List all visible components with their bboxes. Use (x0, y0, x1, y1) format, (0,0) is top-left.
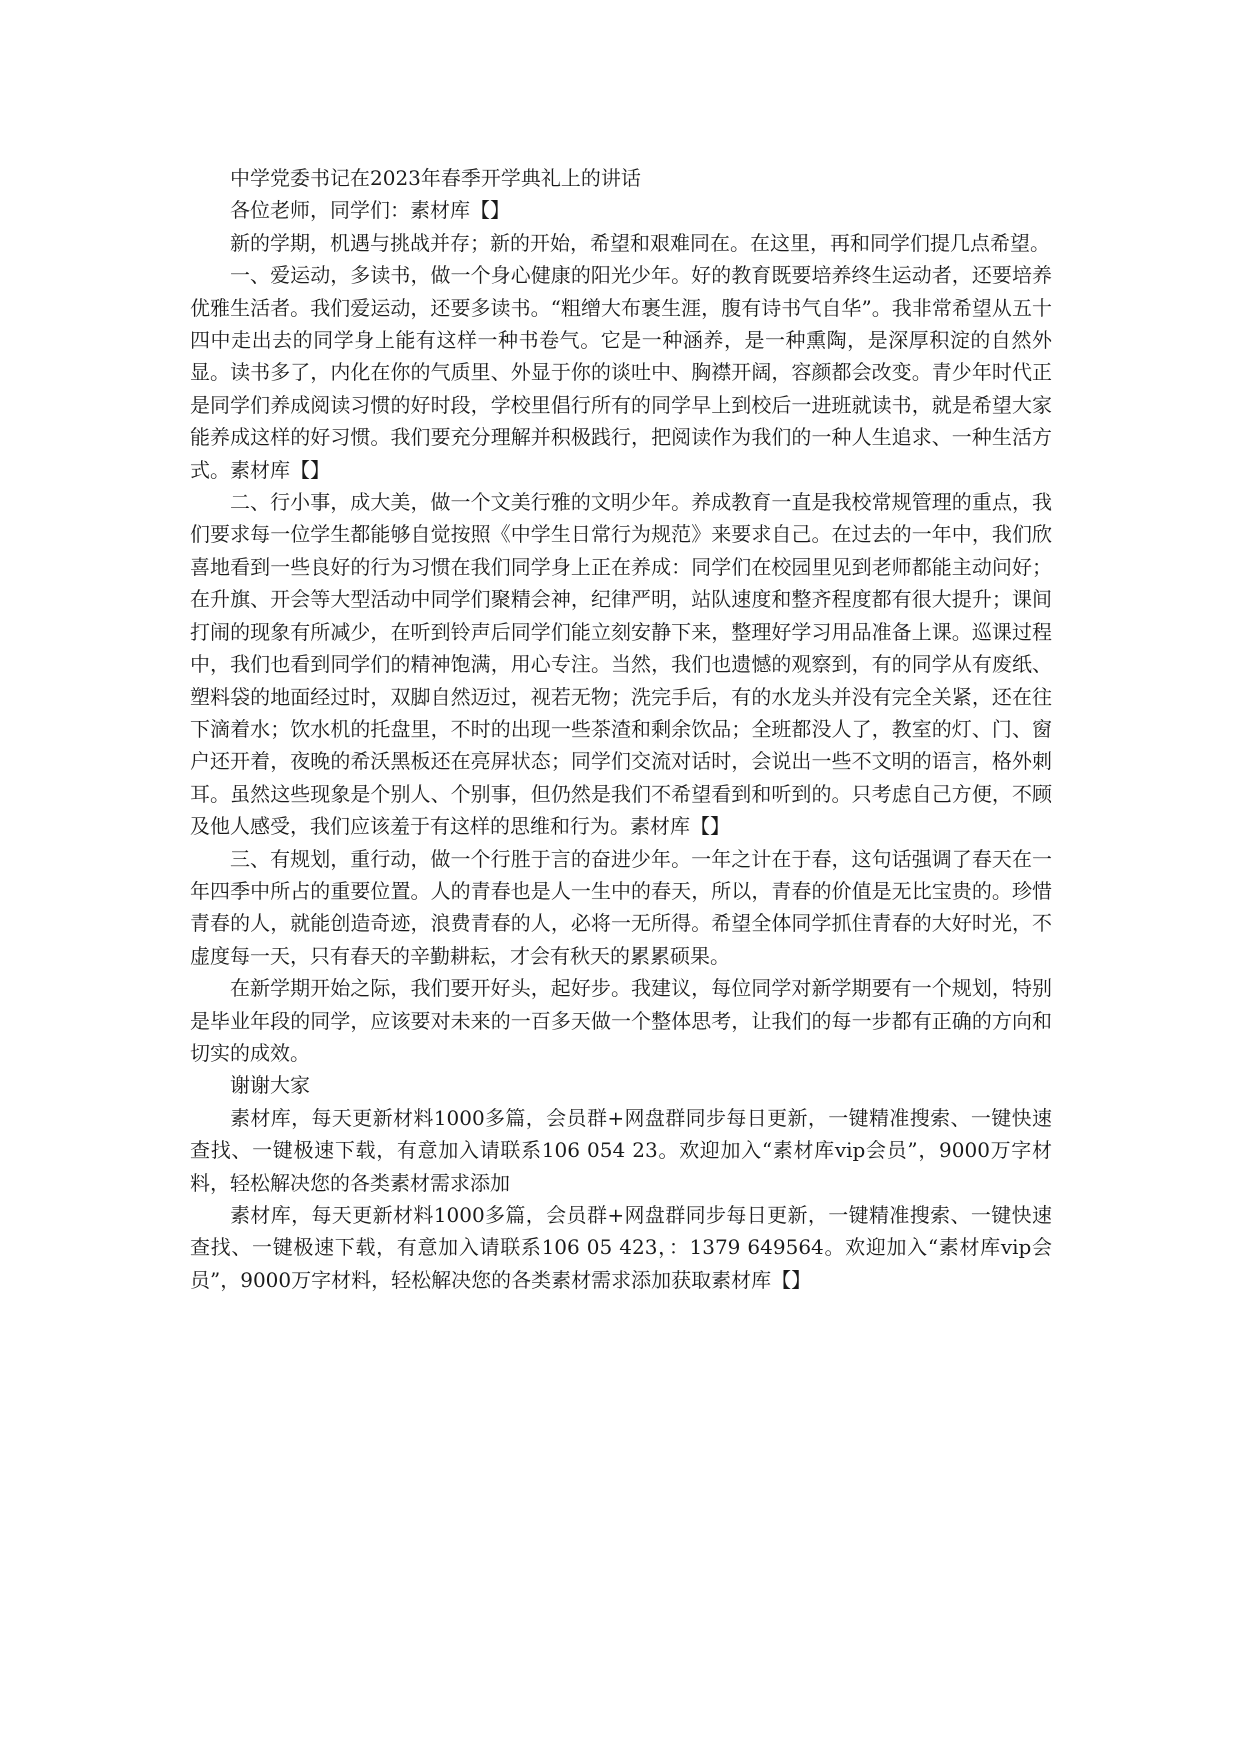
intro-paragraph: 新的学期，机遇与挑战并存；新的开始，希望和艰难同在。在这里，再和同学们提几点希望。 (230, 230, 1050, 255)
salutation-paragraph: 各位老师，同学们：素材库【】 (230, 198, 510, 223)
point-three-paragraph: 三、有规划，重行动，做一个行胜于言的奋进少年。一年之计在于春，这句话强调了春天在一年四季中所占的重要位置。人的青春也是人一生中的春天，所以，青春的价值是无比宝贵的。珍惜青春的人，就能创造奇迹，浪费青春的人，必将一无所得。希望全体同学抓住青春的大好时光，不虚度每一天，只有春天的辛勤耕耘，才会有秋天的累累硕果。 (190, 846, 1052, 968)
document-page (190, 162, 1052, 1296)
document-title: 中学党委书记在2023年春季开学典礼上的讲话 (230, 166, 641, 190)
closing-paragraph: 谢谢大家 (230, 1073, 310, 1098)
point-one-paragraph: 一、爱运动，多读书，做一个身心健康的阳光少年。好的教育既要培养终生运动者，还要培养优雅生活者。我们爱运动，还要多读书。“粗缯大布裹生涯，腹有诗书气自华”。我非常希望从五十四中走出去的同学身上能有这样一种书卷气。它是一种涵养，是一种熏陶，是深厚积淀的自然外显。读书多了，内化在你的气质里、外显于你的谈吐中、胸襟开阔，容颜都会改变。青少年时代正是同学们养成阅读习惯的好时段，学校里倡行所有的同学早上到校后一进班就读书，就是希望大家能养成这样的好习惯。我们要充分理解并积极践行，把阅读作为我们的一种人生追求、一种生活方式。素材库【】 (190, 263, 1052, 482)
suggestion-paragraph: 在新学期开始之际，我们要开好头，起好步。我建议，每位同学对新学期要有一个规划，特别是毕业年段的同学，应该要对未来的一百多天做一个整体思考，让我们的每一步都有正确的方向和切实的成效。 (190, 976, 1052, 1065)
promo-paragraph-2: 素材库，每天更新材料1000多篇，会员群+网盘群同步每日更新，一键精准搜索、一键快速查找、一键极速下载，有意加入请联系106 05 423，：1379 649564。欢迎加入“素材库vip会员”，9000万字材料，轻松解决您的各类素材需求添加获取素材库【】 (190, 1203, 1052, 1292)
promo-paragraph-1: 素材库，每天更新材料1000多篇，会员群+网盘群同步每日更新，一键精准搜索、一键快速查找、一键极速下载，有意加入请联系106 054 23。欢迎加入“素材库vip会员”，9000万字材料，轻松解决您的各类素材需求添加 (190, 1105, 1052, 1195)
point-two-paragraph: 二、行小事，成大美，做一个文美行雅的文明少年。养成教育一直是我校常规管理的重点，我们要求每一位学生都能够自觉按照《中学生日常行为规范》来要求自己。在过去的一年中，我们欣喜地看到一些良好的行为习惯在我们同学身上正在养成：同学们在校园里见到老师都能主动问好；在升旗、开会等大型活动中同学们聚精会神，纪律严明，站队速度和整齐程度都有很大提升；课间打闹的现象有所减少，在听到铃声后同学们能立刻安静下来，整理好学习用品准备上课。巡课过程中，我们也看到同学们的精神饱满，用心专注。当然，我们也遗憾的观察到，有的同学从有废纸、塑料袋的地面经过时，双脚自然迈过，视若无物；洗完手后，有的水龙头并没有完全关紧，还在往下滴着水；饮水机的托盘里，不时的出现一些茶渣和剩余饮品；全班都没人了，教室的灯、门、窗户还开着，夜晚的希沃黑板还在亮屏状态；同学们交流对话时，会说出一些不文明的语言，格外刺耳。虽然这些现象是个别人、个别事，但仍然是我们不希望看到和听到的。只考虑自己方便，不顾及他人感受，我们应该羞于有这样的思维和行为。素材库【】 (190, 490, 1052, 839)
